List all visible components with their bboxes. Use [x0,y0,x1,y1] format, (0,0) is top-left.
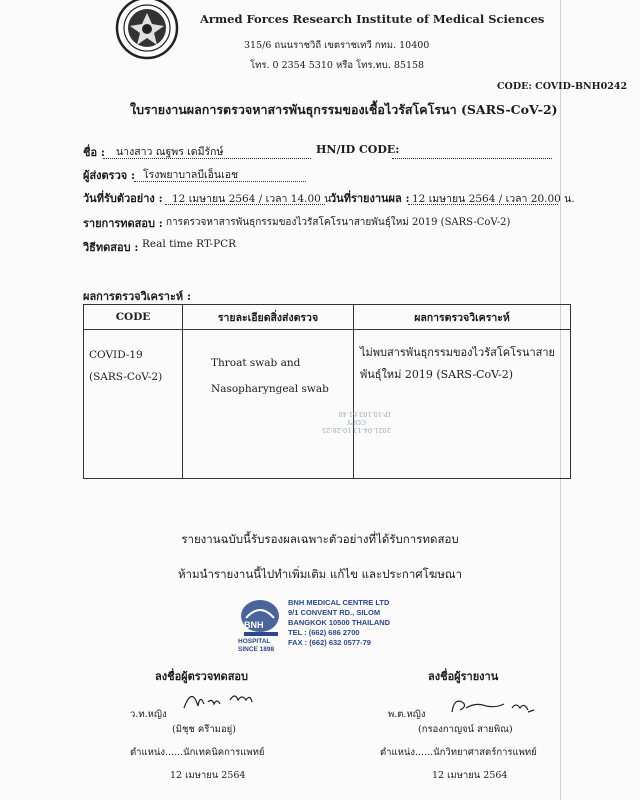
right-rank-prefix: พ.ต.หญิง [388,709,426,720]
stamp-fax: FAX : (662) 632 0577-79 [288,638,371,647]
left-signer-name: (มิชุช ครีามอยู่) [172,724,236,735]
hospital-logo-label: BNH [244,620,264,630]
right-signature-image [448,694,538,718]
left-signature-title: ลงชื่อผู้ตรวจทดสอบ [155,670,249,683]
right-signature-title: ลงชื่อผู้รายงาน [428,670,499,683]
sample-date-label: วันที่รับตัวอย่าง : [83,192,163,205]
left-signer-date: 12 เมษายน 2564 [170,770,246,781]
certification-note: รายงานฉบับนี้รับรองผลเฉพาะตัวอย่างที่ได้รับการทดสอบ [181,532,459,546]
method-value: Real time RT-PCR [142,238,237,250]
right-signer-name: (กรองกาญจน์ สายพิณ) [418,724,513,735]
name-underline [103,158,311,159]
sample-date-value: 12 เมษายน 2564 / เวลา 14.00 น. [172,193,335,205]
name-value: นางสาว ณฐพร เดมีรักษ์ [116,146,224,158]
document-code: CODE: COVID-BNH0242 [497,81,628,92]
institute-address: 315/6 ถนนราชวิถี เขตราชเทวี กทม. 10400 [244,40,430,51]
report-date-value: 12 เมษายน 2564 / เวลา 20.00 น. [412,193,575,205]
faint-stamp-line-1: 2021-04-13 10:28:25 [322,426,391,434]
sender-value: โรงพยาบาลบีเอ็นเอช [143,169,239,181]
table-row [84,330,571,479]
header-result: ผลการตรวจวิเคราะห์ [354,305,571,330]
report-date-underline [408,204,558,205]
specimen-line-1: Throat swab and [211,357,301,369]
stamp-name: BNH MEDICAL CENTRE LTD [288,598,390,607]
hospital-stamp [238,598,403,656]
right-signer-date: 12 เมษายน 2564 [432,770,508,781]
method-label: วิธีทดสอบ : [83,241,139,254]
header-specimen: รายละเอียดสิ่งส่งตรวจ [183,305,354,330]
institute-name: Armed Forces Research Institute of Medical Sciences [200,12,545,26]
result-line-2: พันธุ์ใหม่ 2019 (SARS-CoV-2) [360,368,514,381]
stamp-city: BANGKOK 10500 THAILAND [288,618,391,627]
stamp-tel: TEL : (662) 686 2700 [288,628,360,637]
code-line-1: COVID-19 [89,349,143,361]
specimen-line-2: Nasopharyngeal swab [211,383,329,395]
faint-copy-stamp [322,410,391,434]
results-heading: ผลการตรวจวิเคราะห์ : [83,290,192,303]
left-rank-prefix: ว.ท.หญิง [130,709,167,720]
left-signer-position: ตำแหน่ง......นักเทคนิคการแพทย์ [130,747,265,758]
hn-underline [392,158,552,159]
cell-specimen [183,330,354,479]
table-header-row [84,305,571,330]
cell-code [84,330,183,479]
test-label: รายการทดสอบ : [83,217,163,230]
left-signature-image [180,684,265,714]
right-signer-position: ตำแหน่ง......นักวิทยาศาสตร์การแพทย์ [380,747,537,758]
faint-stamp-line-3: IP:10.103.61.40 [338,410,391,418]
report-title: ใบรายงานผลการตรวจหาสารพันธุกรรมของเชื้อไวรัสโคโรนา (SARS-CoV-2) [130,102,558,117]
hn-label: HN/ID CODE: [316,143,400,156]
sender-label: ผู้ส่งตรวจ : [83,169,136,182]
sender-underline [134,181,306,182]
results-table [83,304,571,479]
report-date-label: วันที่รายงานผล : [330,192,410,205]
institute-emblem-icon [112,0,182,62]
code-line-2: (SARS-CoV-2) [89,371,163,383]
header-code: CODE [84,305,183,330]
test-value: การตรวจหาสารพันธุกรรมของไวรัสโคโรนาสายพันธุ์ใหม่ 2019 (SARS-CoV-2) [166,217,511,228]
stamp-street: 9/1 CONVENT RD., SILOM [288,608,381,617]
stamp-hospital: HOSPITAL [238,638,271,645]
cell-result [354,330,571,479]
sample-date-underline [165,204,325,205]
faint-stamp-line-2: COPY [346,418,366,426]
reproduction-warning: ห้ามนำรายงานนี้ไปทำเพิ่มเติม แก้ไข และประกาศโฆษณา [177,567,463,581]
name-label: ชื่อ : [83,146,105,159]
result-line-1: ไม่พบสารพันธุกรรมของไวรัสโคโรนาสาย [360,346,555,359]
stamp-since: SINCE 1898 [238,646,275,653]
institute-phone: โทร. 0 2354 5310 หรือ โทร.ทบ. 85158 [250,60,425,71]
